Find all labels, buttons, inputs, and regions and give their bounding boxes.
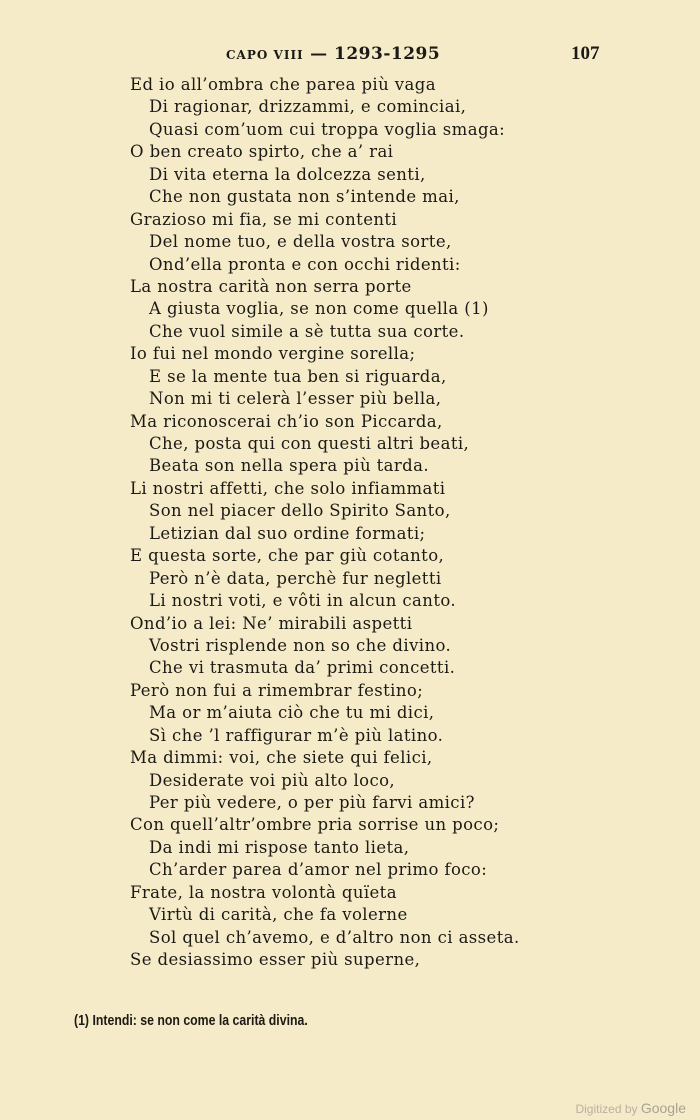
footnote: (1) Intendi: se non come la carità divina.	[74, 1012, 308, 1029]
verse-line: Li nostri voti, e vôti in alcun canto.	[149, 591, 457, 611]
page-number: 107	[571, 43, 600, 64]
verse-line: Ma dimmi: voi, che siete qui felici,	[130, 748, 433, 768]
verse-line: Di ragionar, drizzammi, e cominciai,	[149, 97, 467, 117]
verse-line: Frate, la nostra volontà quïeta	[130, 882, 397, 902]
verse-line: E questa sorte, che par giù cotanto,	[130, 546, 445, 566]
verse-line: Per più vedere, o per più farvi amici?	[149, 793, 475, 812]
running-head	[0, 44, 700, 68]
verse-line: Ch’arder parea d’amor nel primo foco:	[149, 860, 488, 880]
verse-line: Sì che ’l raffigurar m’è più latino.	[149, 725, 444, 745]
verse-line: Grazioso mi fia, se mi contenti	[130, 209, 398, 229]
verse-line: Con quell’altr’ombre pria sorrise un poco;	[130, 815, 500, 835]
verse-line: Sol quel ch’avemo, e d’altro non ci asseta.	[149, 927, 520, 947]
verse-line: Ma riconoscerai ch’io son Piccarda,	[130, 411, 443, 431]
verse-line: E se la mente tua ben si riguarda,	[149, 366, 447, 386]
verse-line: Del nome tuo, e della vostra sorte,	[149, 232, 452, 252]
verse-line: Son nel piacer dello Spirito Santo,	[149, 501, 451, 521]
running-title	[226, 44, 440, 64]
verse-line: Io fui nel mondo vergine sorella;	[130, 344, 416, 364]
verse-line: Però n’è data, perchè fur negletti	[149, 568, 442, 588]
verse-line: Ond’ella pronta e con occhi ridenti:	[149, 254, 461, 274]
verse-line: A giusta voglia, se non come quella (1)	[149, 299, 489, 319]
verse-line: Non mi ti celerà l’esser più bella,	[149, 389, 442, 409]
watermark-prefix: Digitized by	[575, 1102, 638, 1116]
verse-line: Ed io all’ombra che parea più vaga	[130, 75, 436, 94]
verse-line: O ben creato spirto, che a’ rai	[130, 142, 394, 162]
title-dash: —	[310, 44, 328, 64]
verse-line: Desiderate voi più alto loco,	[149, 770, 396, 790]
chapter-years: 1293-1295	[334, 44, 441, 64]
verse-line: Di vita eterna la dolcezza senti,	[149, 164, 426, 184]
verse-line: Che vi trasmuta da’ primi concetti.	[149, 658, 456, 678]
digitization-watermark	[575, 1100, 686, 1116]
verse-line: Virtù di carità, che fa volerne	[149, 905, 408, 925]
verse-block	[0, 74, 700, 972]
verse-line: La nostra carità non serra porte	[130, 276, 412, 296]
verse-line: Che, posta qui con questi altri beati,	[149, 434, 470, 453]
verse-line: Ond’io a lei: Ne’ mirabili aspetti	[130, 613, 413, 633]
verse-line: Vostri risplende non so che divino.	[149, 635, 452, 655]
verse-line: Beata son nella spera più tarda.	[149, 456, 430, 476]
verse-line: Da indi mi rispose tanto lieta,	[149, 837, 410, 857]
watermark-brand: Google	[640, 1100, 686, 1116]
chapter-label: CAPO VIII	[226, 48, 304, 62]
verse-line: Se desiassimo esser più superne,	[130, 950, 421, 970]
verse-line: Che vuol simile a sè tutta sua corte.	[149, 321, 465, 341]
verse-line: Quasi com’uom cui troppa voglia smaga:	[149, 119, 506, 139]
verse-line: Ma or m’aiuta ciò che tu mi dici,	[149, 703, 435, 723]
verse-line: Però non fui a rimembrar festino;	[130, 680, 424, 700]
verse-line: Che non gustata non s’intende mai,	[149, 187, 460, 207]
verse-line: Li nostri affetti, che solo infiammati	[130, 478, 446, 498]
verse-line: Letizian dal suo ordine formati;	[149, 523, 426, 543]
